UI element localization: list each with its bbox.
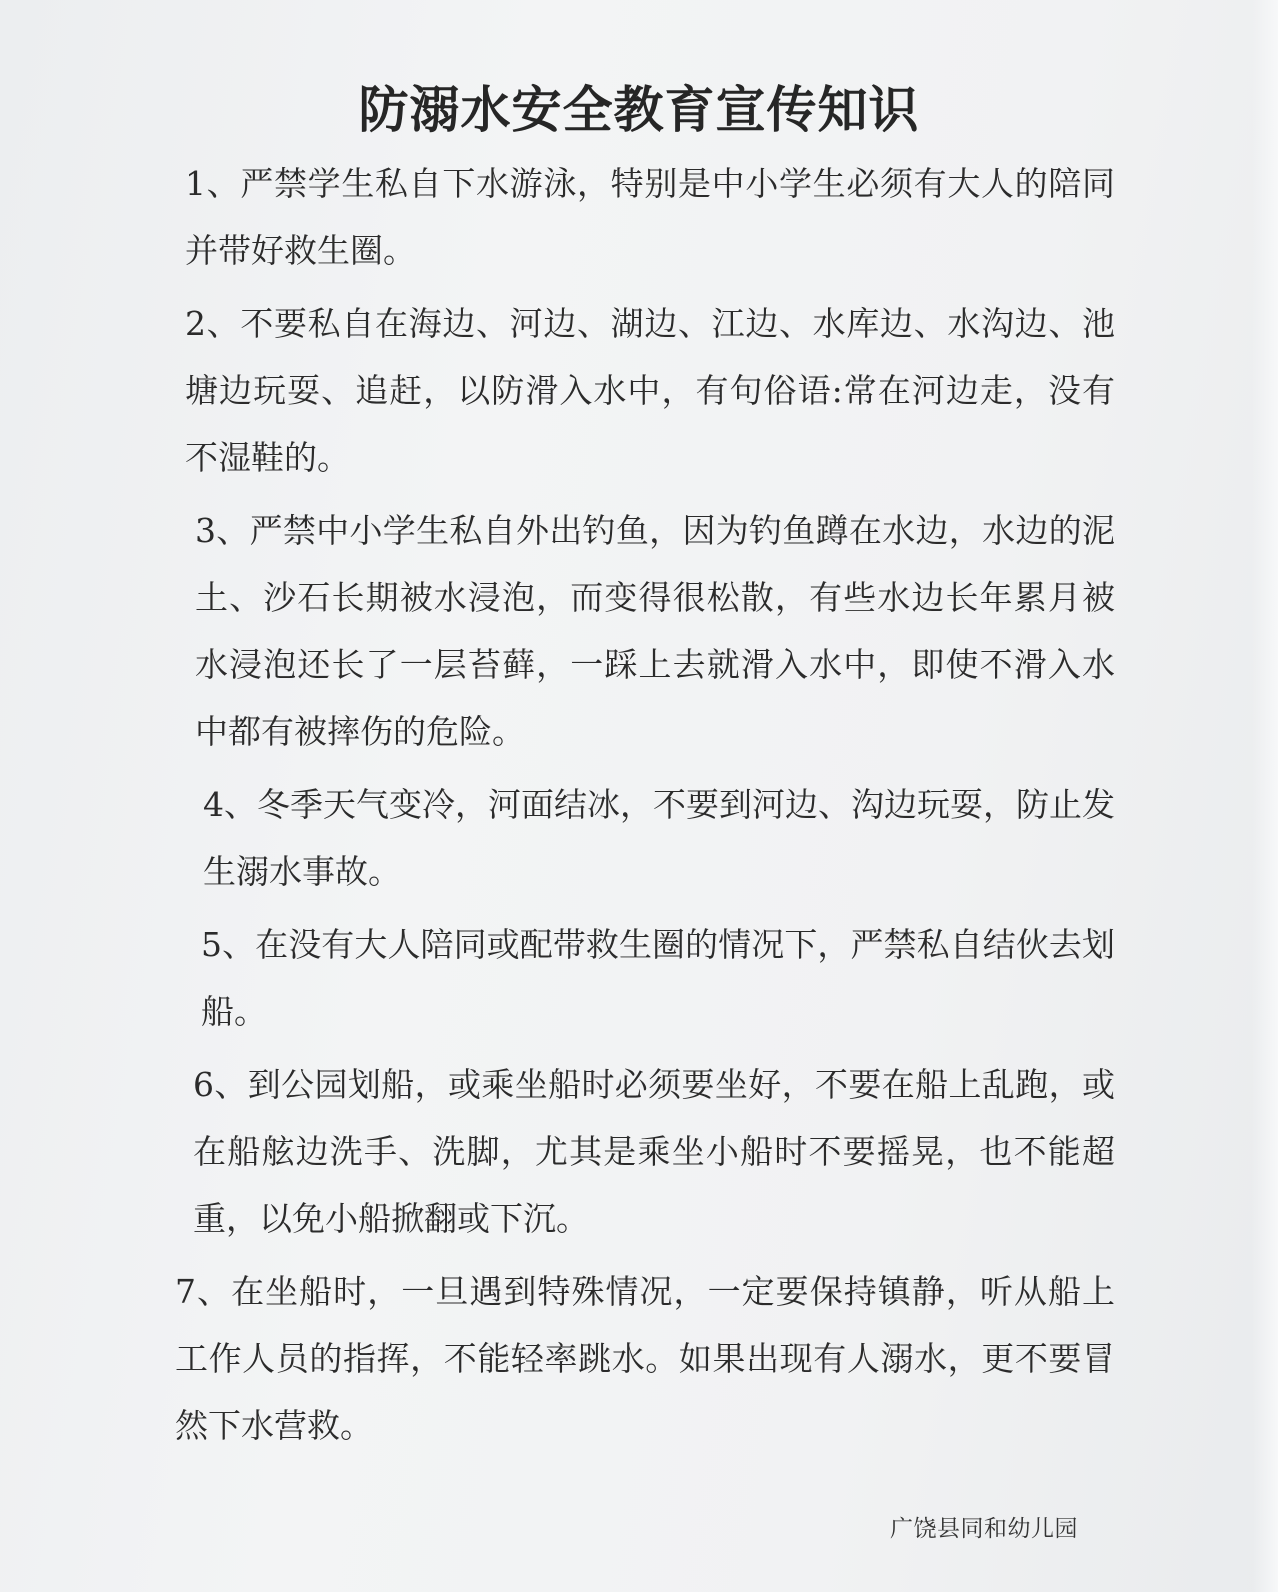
rule-item-3: 3、严禁中小学生私自外出钓鱼，因为钓鱼蹲在水边，水边的泥土、沙石长期被水浸泡，而变得很松散，有些水边长年累月被水浸泡还长了一层苔藓，一踩上去就滑入水中，即使不滑入水中都有被摔伤的危险。 <box>195 511 1115 751</box>
rule-item-5: 5、在没有大人陪同或配带救生圈的情况下，严禁私自结伙去划船。 <box>201 925 1115 1031</box>
rule-item-2: 2、不要私自在海边、河边、湖边、江边、水库边、水沟边、池塘边玩耍、追赶，以防滑入水中，有句俗语:常在河边走，没有不湿鞋的。 <box>185 304 1115 477</box>
issuer-signature: 广饶县同和幼儿园 <box>890 1516 1078 1542</box>
rule-item-1: 1、严禁学生私自下水游泳，特别是中小学生必须有大人的陪同并带好救生圈。 <box>185 164 1115 270</box>
document-title: 防溺水安全教育宣传知识 <box>358 80 920 139</box>
document-body <box>175 150 1115 1465</box>
rule-item-7: 7、在坐船时，一旦遇到特殊情况，一定要保持镇静，听从船上工作人员的指挥，不能轻率跳水。如果出现有人溺水，更不要冒然下水营救。 <box>175 1272 1115 1445</box>
rule-item-6: 6、到公园划船，或乘坐船时必须要坐好，不要在船上乱跑，或在船舷边洗手、洗脚，尤其是乘坐小船时不要摇晃，也不能超重，以免小船掀翻或下沉。 <box>193 1065 1115 1238</box>
rule-item-4: 4、冬季天气变冷，河面结冰，不要到河边、沟边玩耍，防止发生溺水事故。 <box>203 785 1115 891</box>
